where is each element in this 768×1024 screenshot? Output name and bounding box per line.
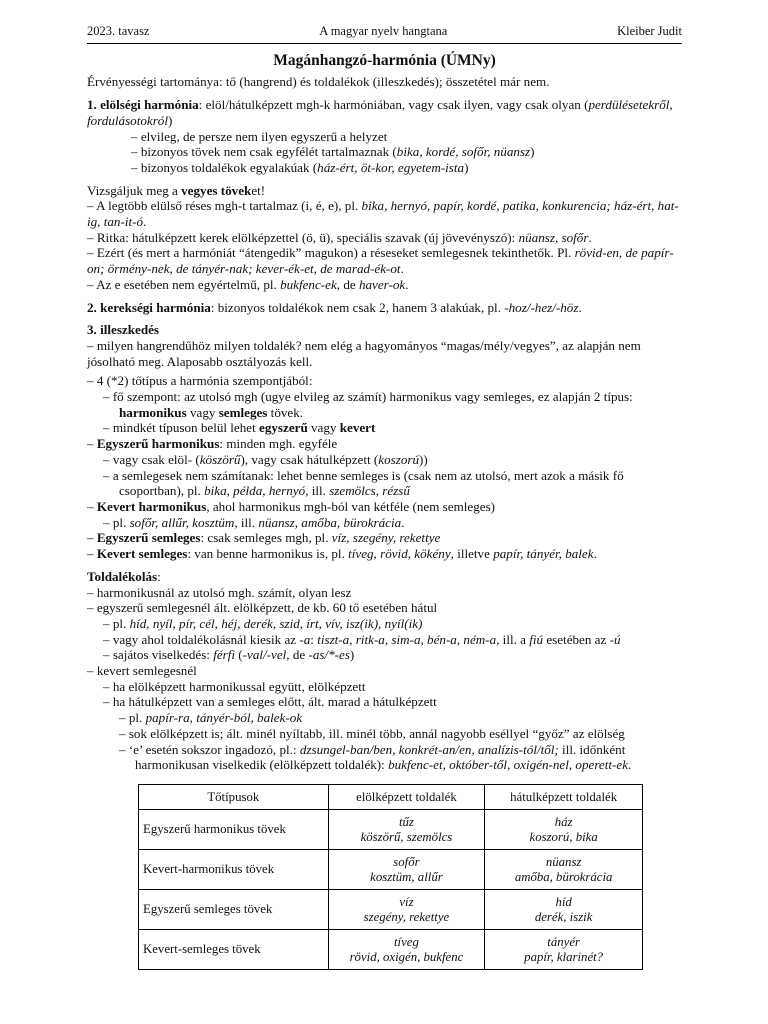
page-header (87, 24, 682, 44)
suffixation-line: – harmonikusnál az utolsó mgh. számít, olyan lesz (87, 584, 352, 600)
stem-type-cell: Egyszerű semleges tövek (139, 890, 329, 930)
section-3-line: – Egyszerű harmonikus: minden mgh. egyféle (87, 436, 338, 452)
header-author: Kleiber Judit (617, 24, 682, 38)
mixed-stems-line: – Ezért (és mert a harmóniát “átengedik” magukon) a réseseket semlegesnek tekinthetők. Pl. rövid-en, de papír-on; örmény-nek, de tányér-nak; kever-ék-et, de marad-ék-ot. (87, 245, 674, 277)
mixed-stems-heading: Vizsgáljuk meg a vegyes töveket! (87, 182, 266, 198)
mixed-stems-line: – Ritka: hátulképzett kerek elölképzettel (ö, ü), speciális szavak (új jövevényszó): nüansz, sofőr. (87, 229, 592, 245)
suffixation-line: – kevert semlegesnél (87, 663, 197, 679)
section-3-line: – milyen hangrendűhöz milyen toldalék? nem elég a hagyományos “magas/mély/vegyes”, az alapján nem jósolható meg. Alaposabb osztályozás kell. (87, 337, 641, 369)
front-suffix-cell: tíveg rövid, oxigén, bukfenc (328, 930, 485, 970)
table-row (139, 850, 643, 890)
table-header-cell: Tőtípusok (139, 785, 329, 810)
stem-type-cell: Kevert-semleges tövek (139, 930, 329, 970)
header-course: A magyar nyelv hangtana (319, 24, 448, 38)
suffixation-line: – egyszerű semlegesnél ált. elölképzett, de kb. 60 tő esetében hátul (87, 600, 438, 616)
section-1-bullet: – elvileg, de persze nem ilyen egyszerű a helyzet (131, 128, 388, 144)
section-3-subline: – vagy csak elöl- (köszörű), vagy csak hátulképzett (koszorú)) (103, 451, 428, 467)
suffixation-subline: – sajátos viselkedés: férfi (-val/-vel, de -as/*-es) (103, 647, 355, 663)
document-page (87, 24, 682, 773)
suffixation-subsubline: – sok elölképzett is; ált. minél nyíltabb, ill. minél több, annál nagyobb eséllyel “győz” az elölség (119, 725, 625, 741)
section-3-heading: 3. illeszkedés (87, 322, 160, 338)
stem-type-cell: Kevert-harmonikus tövek (139, 850, 329, 890)
suffixation-subsubline: – ‘e’ esetén sokszor ingadozó, pl.: dzsungel-ban/ben, konkrét-an/en, analízis-tól/től; ill. időnként harmonikusan viselkedik (elölképzett toldalék): bukfenc-et, október-től, oxigén-nel, operett-ek. (119, 741, 632, 773)
suffixation-subsubline: – pl. papír-ra, tányér-ból, balek-ok (119, 710, 303, 726)
suffixation-subline: – ha elölképzett harmonikussal együtt, elölképzett (103, 678, 366, 694)
back-suffix-cell: híd derék, iszik (485, 890, 643, 930)
back-suffix-cell: tányér papír, klarinét? (485, 930, 643, 970)
section-3-line: – Egyszerű semleges: csak semleges mgh, pl. víz, szegény, rekettye (87, 530, 441, 546)
section-1-heading: 1. elölségi harmónia: elöl/hátulképzett mgh-k harmóniában, vagy csak ilyen, vagy csak olyan (perdülésetekről, fordulásotokról) (87, 97, 673, 128)
section-3-subline: – mindkét típuson belül lehet egyszerű vagy kevert (103, 420, 376, 436)
back-suffix-cell: nüansz amőba, bürokrácia (485, 850, 643, 890)
suffixation-subline: – vagy ahol toldalékolásnál kiesik az -a: tiszt-a, ritk-a, sim-a, bén-a, ném-a, ill. a fiú esetében az -ú (103, 631, 621, 647)
suffixation-subline: – pl. híd, nyíl, pír, cél, héj, derék, szid, írt, vív, isz(ik), nyíl(ik) (103, 615, 423, 631)
table-header-cell: hátulképzett toldalék (485, 785, 643, 810)
table-row (139, 930, 643, 970)
section-3-subline: – a semlegesek nem számítanak: lehet benne semleges is (csak nem az utolsó, mert azok a másik fő csoportban), pl. bika, példa, hernyó, ill. szemölcs, rézsű (103, 467, 624, 499)
front-suffix-cell: tűz köszörű, szemölcs (328, 810, 485, 850)
suffixation-heading: Toldalékolás: (87, 568, 161, 584)
section-1-bullet: – bizonyos tövek nem csak egyfélét tartalmaznak (bika, kordé, sofőr, nüansz) (131, 144, 535, 160)
table-header-cell: elölképzett toldalék (328, 785, 485, 810)
table-header-row (139, 785, 643, 810)
section-1-bullet: – bizonyos toldalékok egyalakúak (ház-ért, öt-kor, egyetem-ista) (131, 159, 469, 175)
header-semester: 2023. tavasz (87, 24, 150, 38)
section-3-subline: – pl. sofőr, allűr, kosztüm, ill. nüansz, amőba, bürokrácia. (103, 514, 405, 530)
page-title: Magánhangzó-harmónia (ÚMNy) (273, 51, 496, 69)
table-row (139, 890, 643, 930)
section-2-heading: 2. kerekségi harmónia: bizonyos toldalékok nem csak 2, hanem 3 alakúak, pl. -hoz/-hez/-höz. (87, 299, 582, 315)
stem-type-cell: Egyszerű harmonikus tövek (139, 810, 329, 850)
section-3-line: – Kevert semleges: van benne harmonikus is, pl. tíveg, rövid, kökény, illetve papír, tányér, balek. (87, 546, 597, 562)
mixed-stems-line: – A legtöbb elülső réses mgh-t tartalmaz (i, é, e), pl. bika, hernyó, papír, kordé, patika, konkurencia; ház-ért, hat-ig, tan-it-ó. (87, 198, 679, 230)
table-row (139, 810, 643, 850)
suffixation-subline: – ha hátulképzett van a semleges előtt, ált. marad a hátulképzett (103, 694, 437, 710)
section-3-line: – 4 (*2) tőtípus a harmónia szempontjából: (87, 373, 313, 389)
mixed-stems-line: – Az e esetében nem egyértelmű, pl. bukfenc-ek, de haver-ok. (87, 276, 409, 292)
stem-types-table (138, 784, 643, 970)
intro-text: Érvényességi tartománya: tő (hangrend) és toldalékok (illeszkedés); összetétel már nem. (87, 74, 550, 90)
section-3-line: – Kevert harmonikus, ahol harmonikus mgh-ból van kétféle (nem semleges) (87, 498, 496, 514)
back-suffix-cell: ház koszorú, bika (485, 810, 643, 850)
front-suffix-cell: sofőr kosztüm, allűr (328, 850, 485, 890)
section-3-subline: – fő szempont: az utolsó mgh (ugye elvileg az számít) harmonikus vagy semleges, ez alapján 2 típus: harmonikus vagy semleges tövek. (103, 389, 633, 420)
front-suffix-cell: víz szegény, rekettye (328, 890, 485, 930)
